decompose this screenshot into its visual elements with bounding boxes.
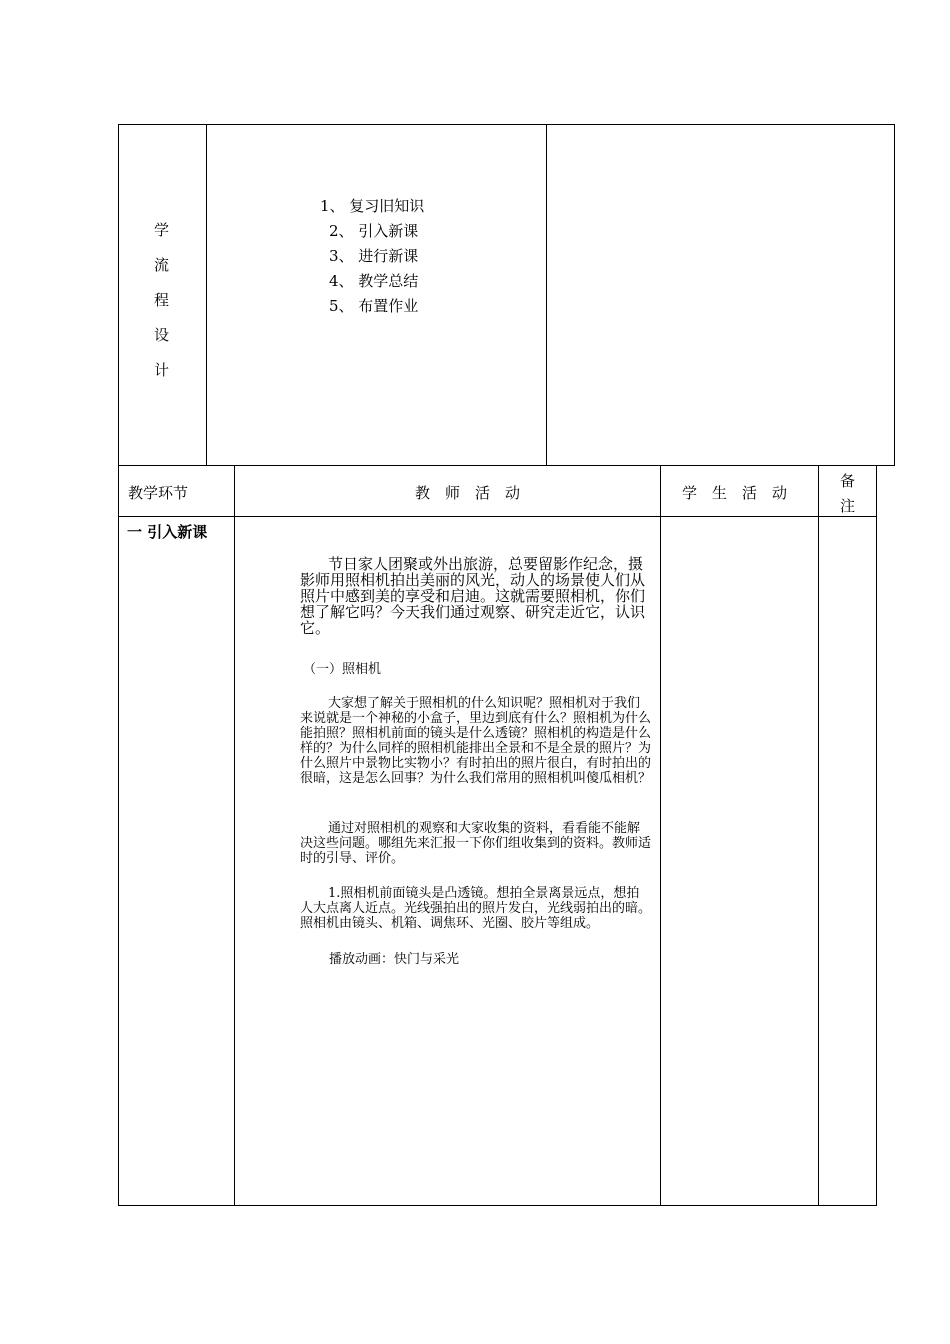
- intro-paragraph: 节日家人团聚或外出旅游，总要留影作纪念，摄影师用照相机拍出美丽的风光，动人的场景使人们从照片中感到美的享受和启迪。这就需要照相机，你们想了解它吗？今天我们通过观察、研究走近它，认识它。: [300, 555, 646, 637]
- header-student-label: 学 生 活 动: [682, 484, 788, 502]
- flow-item: 3、 进行新课: [329, 247, 419, 265]
- flow-item: 5、 布置作业: [329, 297, 419, 315]
- flow-item: 2、 引入新课: [329, 222, 419, 240]
- subheading: （一）照相机: [303, 662, 382, 677]
- body-cell-stage: [118, 516, 235, 1206]
- flow-item: 4、 教学总结: [329, 272, 419, 290]
- discussion-paragraph: 通过对照相机的观察和大家收集的资料，看看能不能解决这些问题。哪组先来汇报一下你们组收集到的资料。教师适时的引导、评价。: [300, 821, 652, 866]
- question-paragraph: 大家想了解关于照相机的什么知识呢？照相机对于我们来说就是一个神秘的小盒子，里边到底有什么？照相机为什么能拍照？照相机前面的镜头是什么透镜？照相机的构造是什么样的？为什么同样的照相机能排出全景和不是全景的照片？为什么照片中景物比实物小？有时拍出的照片很白，有时拍出的很暗，这是怎么回事？为什么我们常用的照相机叫傻瓜相机？: [300, 696, 652, 786]
- animation-note: 播放动画：快门与采光: [329, 952, 460, 967]
- vertical-label-char: 设: [154, 326, 170, 344]
- section-title: 一 引入新课: [127, 523, 208, 541]
- vertical-label-char: 流: [154, 256, 170, 274]
- flow-item: 1、 复习旧知识: [320, 197, 425, 215]
- vertical-label-char: 程: [154, 291, 170, 309]
- header-stage-label: 教学环节: [128, 484, 189, 502]
- vertical-label-char: 计: [154, 361, 170, 379]
- body-cell-notes: [818, 516, 877, 1206]
- body-cell-student: [660, 516, 819, 1206]
- vertical-label-char: 学: [154, 221, 170, 239]
- header-notes-label-2: 注: [840, 497, 856, 515]
- header-teacher-label: 教 师 活 动: [415, 484, 521, 502]
- header-notes-label-1: 备: [840, 472, 856, 490]
- answer-paragraph: 1.照相机前面镜头是凸透镜。想拍全景离景远点，想拍人大点离人近点。光线强拍出的照片发白，光线弱拍出的暗。照相机由镜头、机箱、调焦环、光圈、胶片等组成。: [300, 886, 652, 931]
- upper-blank-cell: [546, 124, 895, 466]
